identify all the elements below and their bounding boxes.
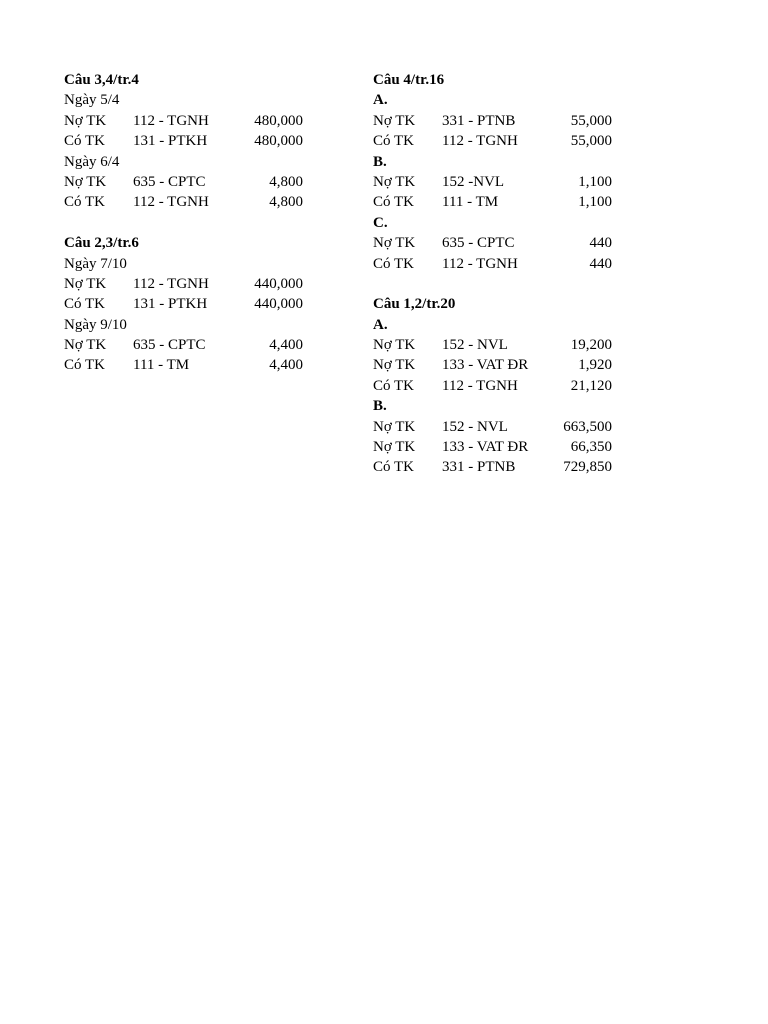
- section-heading: C.: [373, 214, 388, 231]
- entry-side: Có TK: [373, 377, 414, 394]
- entry-amount: 1,100: [578, 173, 612, 190]
- entry-amount: 440: [589, 255, 612, 272]
- entry-side: Có TK: [64, 133, 105, 150]
- entry-side: Nợ TK: [373, 235, 416, 252]
- journal-entry-row: [64, 111, 314, 131]
- entry-account: 331 - PTNB: [442, 112, 516, 129]
- journal-entry-row: [64, 274, 314, 294]
- entry-amount: 55,000: [570, 133, 612, 150]
- entry-side: Nợ TK: [373, 357, 416, 374]
- entry-amount: 1,100: [578, 194, 612, 211]
- section-heading: B.: [373, 153, 387, 170]
- entry-amount: 440,000: [254, 275, 303, 292]
- entry-account: 131 - PTKH: [133, 133, 208, 150]
- entry-amount: 4,800: [269, 173, 303, 190]
- entry-amount: 440,000: [254, 296, 303, 313]
- journal-entry-row: [373, 376, 623, 396]
- section-heading: Câu 1,2/tr.20: [373, 296, 456, 313]
- journal-entry-row: [373, 335, 623, 355]
- entry-side: Có TK: [373, 133, 414, 150]
- entry-side: Nợ TK: [64, 275, 107, 292]
- entry-amount: 729,850: [563, 459, 612, 476]
- entry-amount: 4,400: [269, 357, 303, 374]
- entry-account: 112 - TGNH: [442, 377, 518, 394]
- entry-account: 152 -NVL: [442, 173, 505, 190]
- date-label: Ngày 6/4: [64, 153, 120, 170]
- journal-entry-row: [373, 233, 623, 253]
- entry-account: 131 - PTKH: [133, 296, 208, 313]
- entry-account: 112 - TGNH: [133, 275, 209, 292]
- journal-entry-row: [373, 355, 623, 375]
- entry-amount: 4,800: [269, 194, 303, 211]
- spacer: [64, 213, 314, 233]
- journal-entry-row: [64, 335, 314, 355]
- entry-side: Nợ TK: [373, 418, 416, 435]
- journal-entry-row: [373, 111, 623, 131]
- entry-amount: 1,920: [578, 357, 612, 374]
- entry-side: Nợ TK: [373, 173, 416, 190]
- section-heading: Câu 2,3/tr.6: [64, 235, 139, 252]
- journal-entry-row: [373, 131, 623, 151]
- section-heading: A.: [373, 92, 388, 109]
- journal-entry-row: [373, 437, 623, 457]
- section-heading: Câu 3,4/tr.4: [64, 72, 139, 88]
- entry-amount: 440: [589, 235, 612, 252]
- entry-side: Nợ TK: [373, 439, 416, 456]
- journal-entry-row: [64, 355, 314, 375]
- entry-side: Nợ TK: [64, 173, 107, 190]
- entry-side: Có TK: [373, 255, 414, 272]
- entry-account: 133 - VAT ĐR: [442, 439, 529, 456]
- entry-side: Có TK: [64, 194, 105, 211]
- entry-account: 112 - TGNH: [133, 194, 209, 211]
- date-label: Ngày 5/4: [64, 92, 120, 109]
- entry-side: Nợ TK: [373, 112, 416, 129]
- journal-entry-row: [373, 172, 623, 192]
- entry-amount: 4,400: [269, 337, 303, 354]
- entry-side: Có TK: [373, 459, 414, 476]
- entry-amount: 55,000: [570, 112, 612, 129]
- entry-amount: 480,000: [254, 133, 303, 150]
- entry-side: Nợ TK: [64, 337, 107, 354]
- date-label: Ngày 9/10: [64, 316, 127, 333]
- entry-account: 635 - CPTC: [133, 337, 206, 354]
- entry-account: 112 - TGNH: [442, 255, 518, 272]
- entry-account: 635 - CPTC: [442, 235, 515, 252]
- journal-entry-row: [64, 172, 314, 192]
- entry-side: Nợ TK: [373, 337, 416, 354]
- entry-account: 152 - NVL: [442, 337, 508, 354]
- entry-side: Nợ TK: [64, 112, 107, 129]
- entry-amount: 66,350: [570, 439, 612, 456]
- entry-amount: 21,120: [570, 377, 612, 394]
- entry-amount: 663,500: [563, 418, 612, 435]
- entry-side: Có TK: [373, 194, 414, 211]
- section-heading: A.: [373, 316, 388, 333]
- entry-amount: 19,200: [570, 337, 612, 354]
- spacer: [373, 274, 623, 294]
- section-heading: Câu 4/tr.16: [373, 72, 445, 88]
- journal-entry-row: [373, 457, 623, 477]
- entry-account: 331 - PTNB: [442, 459, 516, 476]
- entry-side: Có TK: [64, 357, 105, 374]
- entry-account: 111 - TM: [442, 194, 499, 211]
- journal-entry-row: [64, 192, 314, 212]
- date-label: Ngày 7/10: [64, 255, 127, 272]
- entry-account: 133 - VAT ĐR: [442, 357, 529, 374]
- entry-account: 111 - TM: [133, 357, 190, 374]
- journal-entry-row: [373, 192, 623, 212]
- section-heading: B.: [373, 398, 387, 415]
- journal-entry-row: [373, 417, 623, 437]
- entry-account: 635 - CPTC: [133, 173, 206, 190]
- right-column: [373, 70, 623, 478]
- journal-entry-row: [373, 254, 623, 274]
- journal-entry-row: [64, 131, 314, 151]
- left-column: [64, 70, 314, 376]
- journal-entry-row: [64, 294, 314, 314]
- entry-account: 152 - NVL: [442, 418, 508, 435]
- entry-account: 112 - TGNH: [133, 112, 209, 129]
- entry-account: 112 - TGNH: [442, 133, 518, 150]
- entry-amount: 480,000: [254, 112, 303, 129]
- entry-side: Có TK: [64, 296, 105, 313]
